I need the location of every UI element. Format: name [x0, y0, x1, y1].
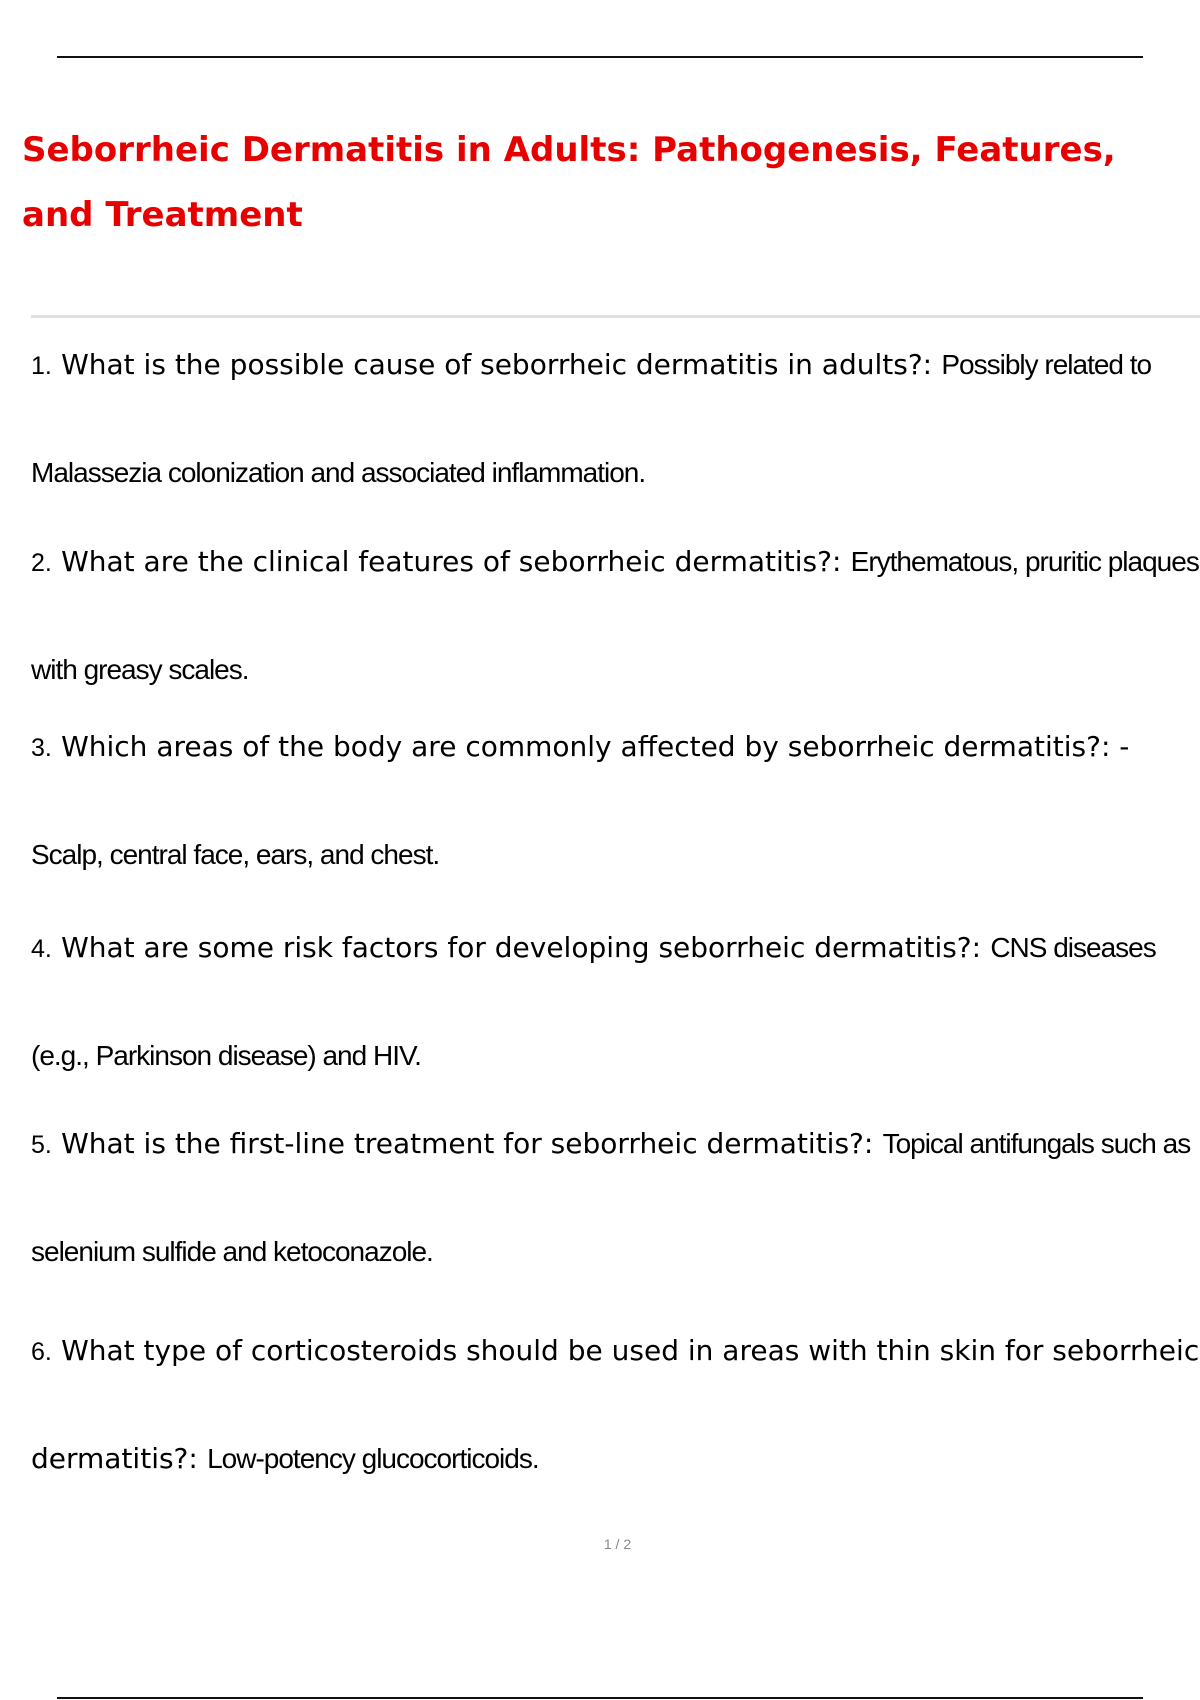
qa-item-6	[31, 1297, 1200, 1512]
qa-question: What is the first-line treatment for seborrheic dermatitis?:	[61, 1127, 874, 1160]
qa-question: What is the possible cause of seborrheic dermatitis in adults?:	[61, 348, 933, 381]
qa-item-4	[31, 894, 1200, 1109]
qa-question: Which areas of the body are commonly affected by seborrheic dermatitis?: -	[61, 730, 1130, 763]
qa-number: 5.	[31, 1131, 52, 1159]
qa-item-1	[31, 311, 1200, 526]
qa-question: What are some risk factors for developing seborrheic dermatitis?:	[61, 931, 982, 964]
qa-number: 2.	[31, 549, 52, 577]
qa-answer: Possibly related to Malassezia colonization and associated inflammation.	[31, 349, 1152, 488]
qa-number: 3.	[31, 734, 52, 762]
top-rule	[57, 56, 1143, 58]
qa-number: 6.	[31, 1338, 52, 1366]
qa-answer: Erythematous, pruritic plaques with greasy scales.	[31, 546, 1199, 685]
qa-question: What are the clinical features of seborrheic dermatitis?:	[61, 545, 842, 578]
qa-item-3	[31, 693, 1200, 908]
qa-answer: Topical antifungals such as selenium sulfide and ketoconazole.	[31, 1128, 1191, 1267]
qa-number: 4.	[31, 935, 52, 963]
qa-item-5	[31, 1090, 1200, 1305]
qa-answer: Low-potency glucocorticoids.	[207, 1443, 539, 1474]
bottom-rule	[57, 1697, 1143, 1699]
page-number: 1 / 2	[603, 1536, 632, 1552]
qa-number: 1.	[31, 352, 52, 380]
document-title: Seborrheic Dermatitis in Adults: Pathogenesis, Features, and Treatment	[22, 130, 1116, 235]
qa-question: What type of corticosteroids should be used in areas with thin skin for seborrheic dermatitis?:	[31, 1334, 1200, 1475]
qa-item-2	[31, 508, 1200, 723]
qa-answer: CNS diseases (e.g., Parkinson disease) and HIV.	[31, 932, 1156, 1071]
qa-answer: Scalp, central face, ears, and chest.	[31, 839, 440, 870]
